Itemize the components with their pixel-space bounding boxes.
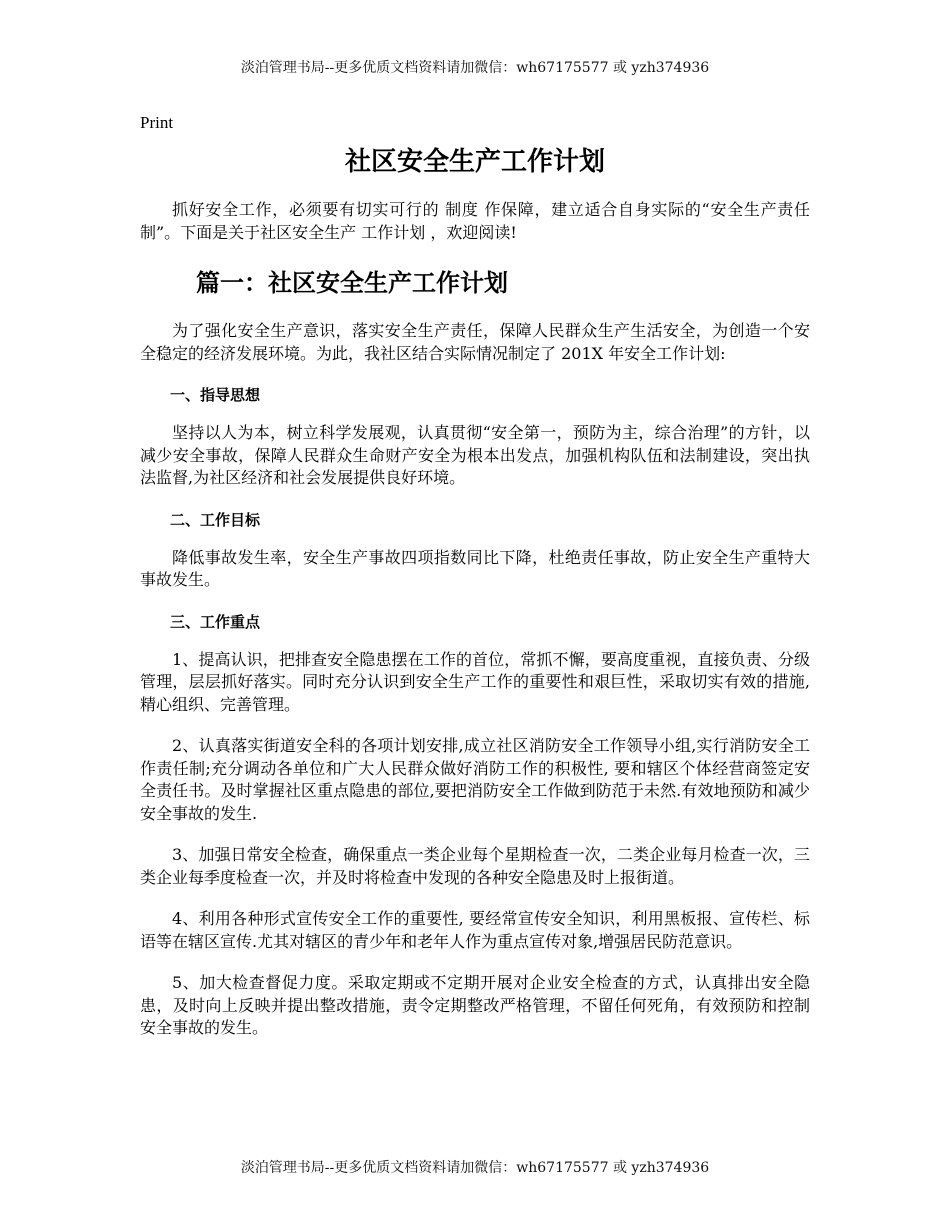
list-item: 5、加大检查督促力度。采取定期或不定期开展对企业安全检查的方式，认真排出安全隐患，及时向上反映并提出整改措施，责令定期整改严格管理，不留任何死角，有效预防和控制安全事故的发生。	[140, 973, 810, 1037]
list-item: 2、认真落实街道安全科的各项计划安排,成立社区消防安全工作领导小组,实行消防安全工作责任制;充分调动各单位和广大人民群众做好消防工作的积极性, 要和辖区个体经营商签定安全责任书。及时掌握社区重点隐患的部位,要把消防安全工作做到防范于未然.有效地预防和减少安全事故的发生.	[140, 736, 810, 823]
list-item: 3、加强日常安全检查，确保重点一类企业每个星期检查一次，二类企业每月检查一次，三类企业每季度检查一次，并及时将检查中发现的各种安全隐患及时上报街道。	[140, 845, 810, 887]
intro-paragraph: 抓好安全工作，必须要有切实可行的 制度 作保障，建立适合自身实际的“安全生产责任制”。下面是关于社区安全生产 工作计划 ，欢迎阅读!	[140, 200, 810, 242]
subheading-work-goals: 二、工作目标	[170, 510, 261, 529]
list-item: 4、利用各种形式宣传安全工作的重要性, 要经常宣传安全知识，利用黑板报、宣传栏、标语等在辖区宣传.尤其对辖区的青少年和老年人作为重点宣传对象,增强居民防范意识。	[140, 909, 810, 951]
print-label: Print	[140, 113, 174, 132]
subheading-guiding-ideology: 一、指导思想	[170, 386, 261, 404]
paragraph-guiding-ideology: 坚持以人为本，树立科学发展观，认真贯彻“安全第一，预防为主，综合治理”的方针，以减少安全事故，保障人民群众生命财产安全为根本出发点，加强机构队伍和法制建设，突出执法监督,为社区经济和社会发展提供良好环境。	[140, 423, 810, 487]
document-title: 社区安全生产工作计划	[344, 147, 605, 177]
page-header: 淡泊管理书局--更多优质文档资料请加微信：wh67175577 或 yzh374936	[240, 60, 710, 76]
document-body	[140, 113, 810, 1059]
list-item: 1、提高认识，把排查安全隐患摆在工作的首位，常抓不懈，要高度重视，直接负责、分级管理，层层抓好落实。同时充分认识到安全生产工作的重要性和艰巨性，采取切实有效的措施,精心组织、完善管理。	[140, 649, 810, 714]
page-footer: 淡泊管理书局--更多优质文档资料请加微信：wh67175577 或 yzh374936	[240, 1160, 710, 1176]
section-title: 篇一：社区安全生产工作计划	[196, 269, 508, 297]
subheading-work-focus: 三、工作重点	[170, 612, 261, 631]
paragraph-work-goals: 降低事故发生率，安全生产事故四项指数同比下降，杜绝责任事故，防止安全生产重特大事故发生。	[140, 547, 810, 589]
section-intro-paragraph: 为了强化安全生产意识，落实安全生产责任，保障人民群众生产生活安全，为创造一个安全稳定的经济发展环境。为此，我社区结合实际情况制定了 201X 年安全工作计划:	[140, 321, 810, 363]
